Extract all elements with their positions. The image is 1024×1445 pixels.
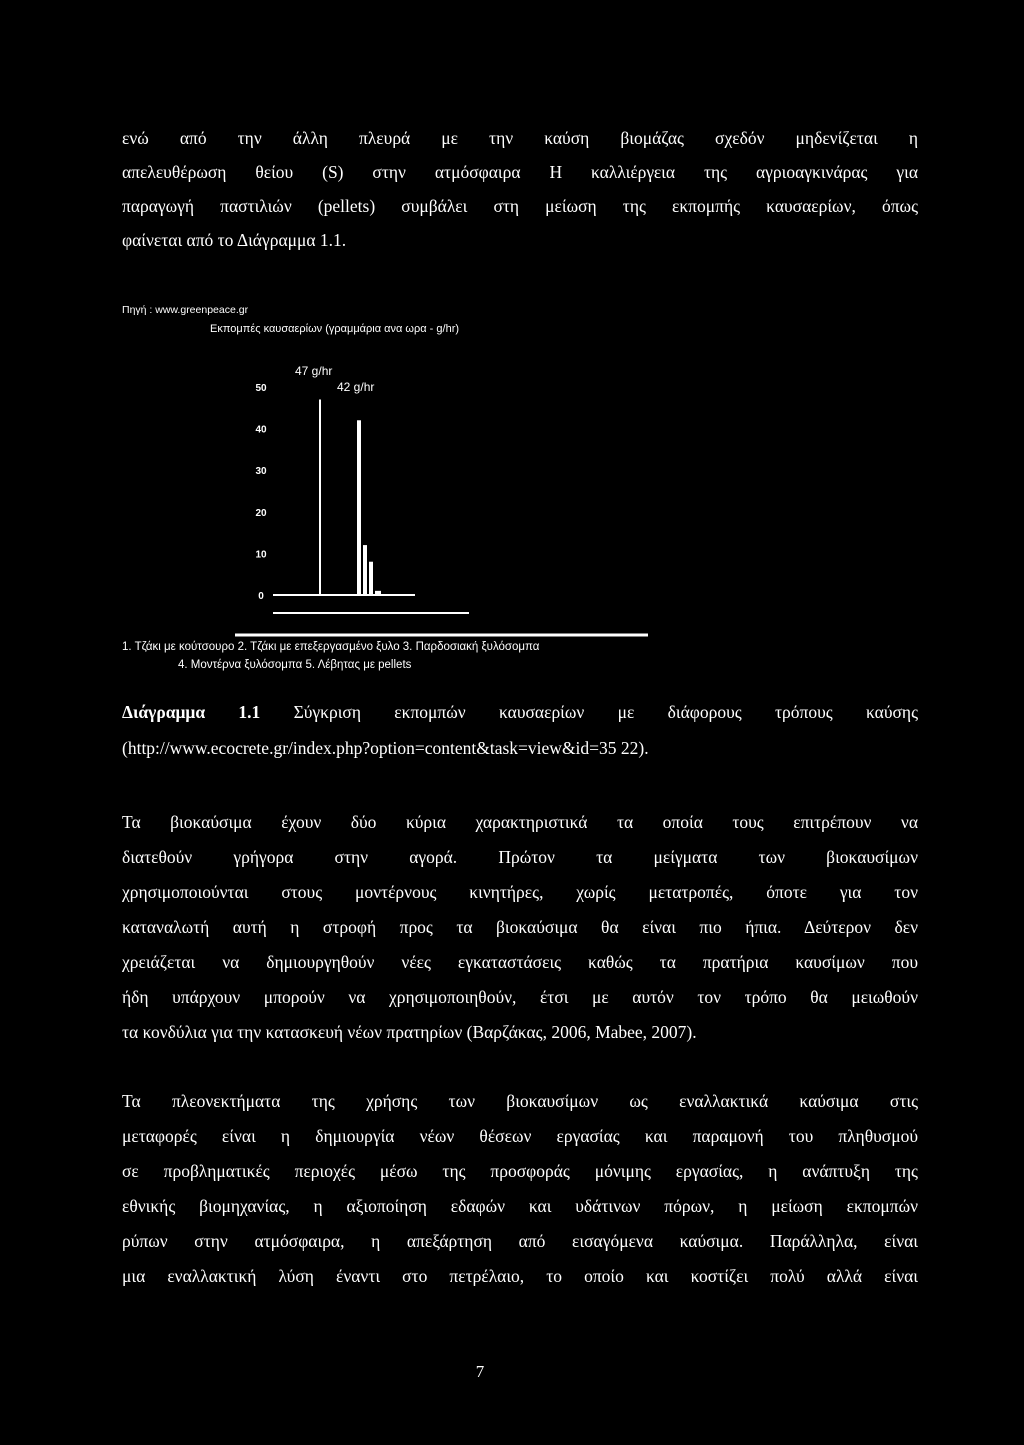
chart-title: Εκπομπές καυσαερίων (γραμμάρια ανα ωρα - g/hr)	[210, 323, 460, 335]
chart-legend-line-2: 4. Μοντέρνα ξυλόσομπα 5. Λέβητας με pellets	[178, 659, 412, 671]
caption-label: Διάγραμμα 1.1	[122, 702, 261, 722]
text-line: τα κονδύλια για την κατασκευή νέων πρατηρίων (Βαρζάκας, 2006, Mabee, 2007).	[122, 1022, 697, 1042]
text-line: φαίνεται από το Διάγραμμα 1.1.	[122, 230, 347, 250]
text-line: απελευθέρωση θείου (S) στην ατμόσφαιρα Η καλλιέργεια της αγριοαγκινάρας για	[122, 162, 918, 182]
text-line: σε προβληματικές περιοχές μέσω της προσφοράς μόνιμης εργασίας, η ανάπτυξη της	[122, 1161, 918, 1181]
text-line: εθνικής βιομηχανίας, η αξιοποίηση εδαφών και υδάτινων πόρων, η μείωση εκπομπών	[122, 1196, 918, 1216]
text-line: παραγωγή παστιλιών (pellets) συμβάλει στη μείωση της εκπομπής καυσαερίων, όπως	[122, 196, 918, 216]
y-tick-label: 50	[255, 383, 267, 394]
text-line: χρησιμοποιούνται στους μοντέρνους κινητήρες, χωρίς μετατροπές, όποτε για τον	[122, 882, 918, 902]
y-axis-ticks	[255, 383, 267, 602]
text-line: μεταφορές είναι η δημιουργία νέων θέσεων εργασίας και παραμονή του πληθυσμού	[122, 1126, 918, 1146]
bar-4	[369, 562, 373, 595]
text-line: καταναλωτή αυτή η στροφή προς τα βιοκαύσιμα θα είναι πιο ήπια. Δεύτερον δεν	[122, 917, 918, 937]
text-line: μια εναλλακτική λύση έναντι στο πετρέλαιο, το οποίο και κοστίζει πολύ αλλά είναι	[122, 1266, 918, 1286]
caption-text: Σύγκριση εκπομπών καυσαερίων με διάφορους τρόπους καύσης	[260, 702, 918, 722]
text-line: Τα βιοκαύσιμα έχουν δύο κύρια χαρακτηριστικά τα οποία τους επιτρέπουν να	[122, 812, 918, 832]
page-number: 7	[475, 1362, 485, 1381]
text-line: χρειάζεται να δημιουργηθούν νέες εγκαταστάσεις καθώς τα πρατήρια καυσίμων που	[122, 952, 918, 972]
text-line: ρύπων στην ατμόσφαιρα, η απεξάρτηση από εισαγόμενα καύσιμα. Παράλληλα, είναι	[122, 1231, 918, 1251]
y-tick-label: 0	[258, 591, 264, 602]
bar-1	[319, 399, 321, 595]
emissions-chart	[235, 355, 655, 645]
data-label: 42 g/hr	[337, 380, 375, 394]
data-label: 47 g/hr	[295, 364, 333, 378]
bar-3	[363, 545, 367, 595]
text-line: διατεθούν γρήγορα στην αγορά. Πρώτον τα μείγματα των βιοκαυσίμων	[122, 847, 918, 867]
text-line: ενώ από την άλλη πλευρά με την καύση βιομάζας σχεδόν μηδενίζεται η	[122, 128, 918, 148]
chart-legend-line-1: 1. Τζάκι με κούτσουρο 2. Τζάκι με επεξεργασμένο ξυλο 3. Παρδοσιακή ξυλόσομπα	[122, 641, 540, 653]
chart-bars	[319, 399, 381, 595]
text-line: Τα πλεονεκτήματα της χρήσης των βιοκαυσίμων ως εναλλακτικά καύσιμα στις	[122, 1091, 918, 1111]
caption-line-1	[122, 702, 918, 723]
bar-2	[357, 420, 361, 595]
y-tick-label: 10	[255, 549, 267, 561]
y-tick-label: 20	[255, 507, 267, 519]
data-labels	[295, 364, 374, 394]
figure-source: Πηγή : www.greenpeace.gr	[122, 304, 249, 316]
text-line: ήδη υπάρχουν μπορούν να χρησιμοποιηθούν, έτσι με αυτόν τον τρόπο θα μειωθούν	[122, 987, 918, 1007]
caption-line-2: (http://www.ecocrete.gr/index.php?option=content&task=view&id=35 22).	[122, 738, 649, 758]
y-tick-label: 40	[255, 424, 267, 436]
y-tick-label: 30	[255, 466, 267, 478]
